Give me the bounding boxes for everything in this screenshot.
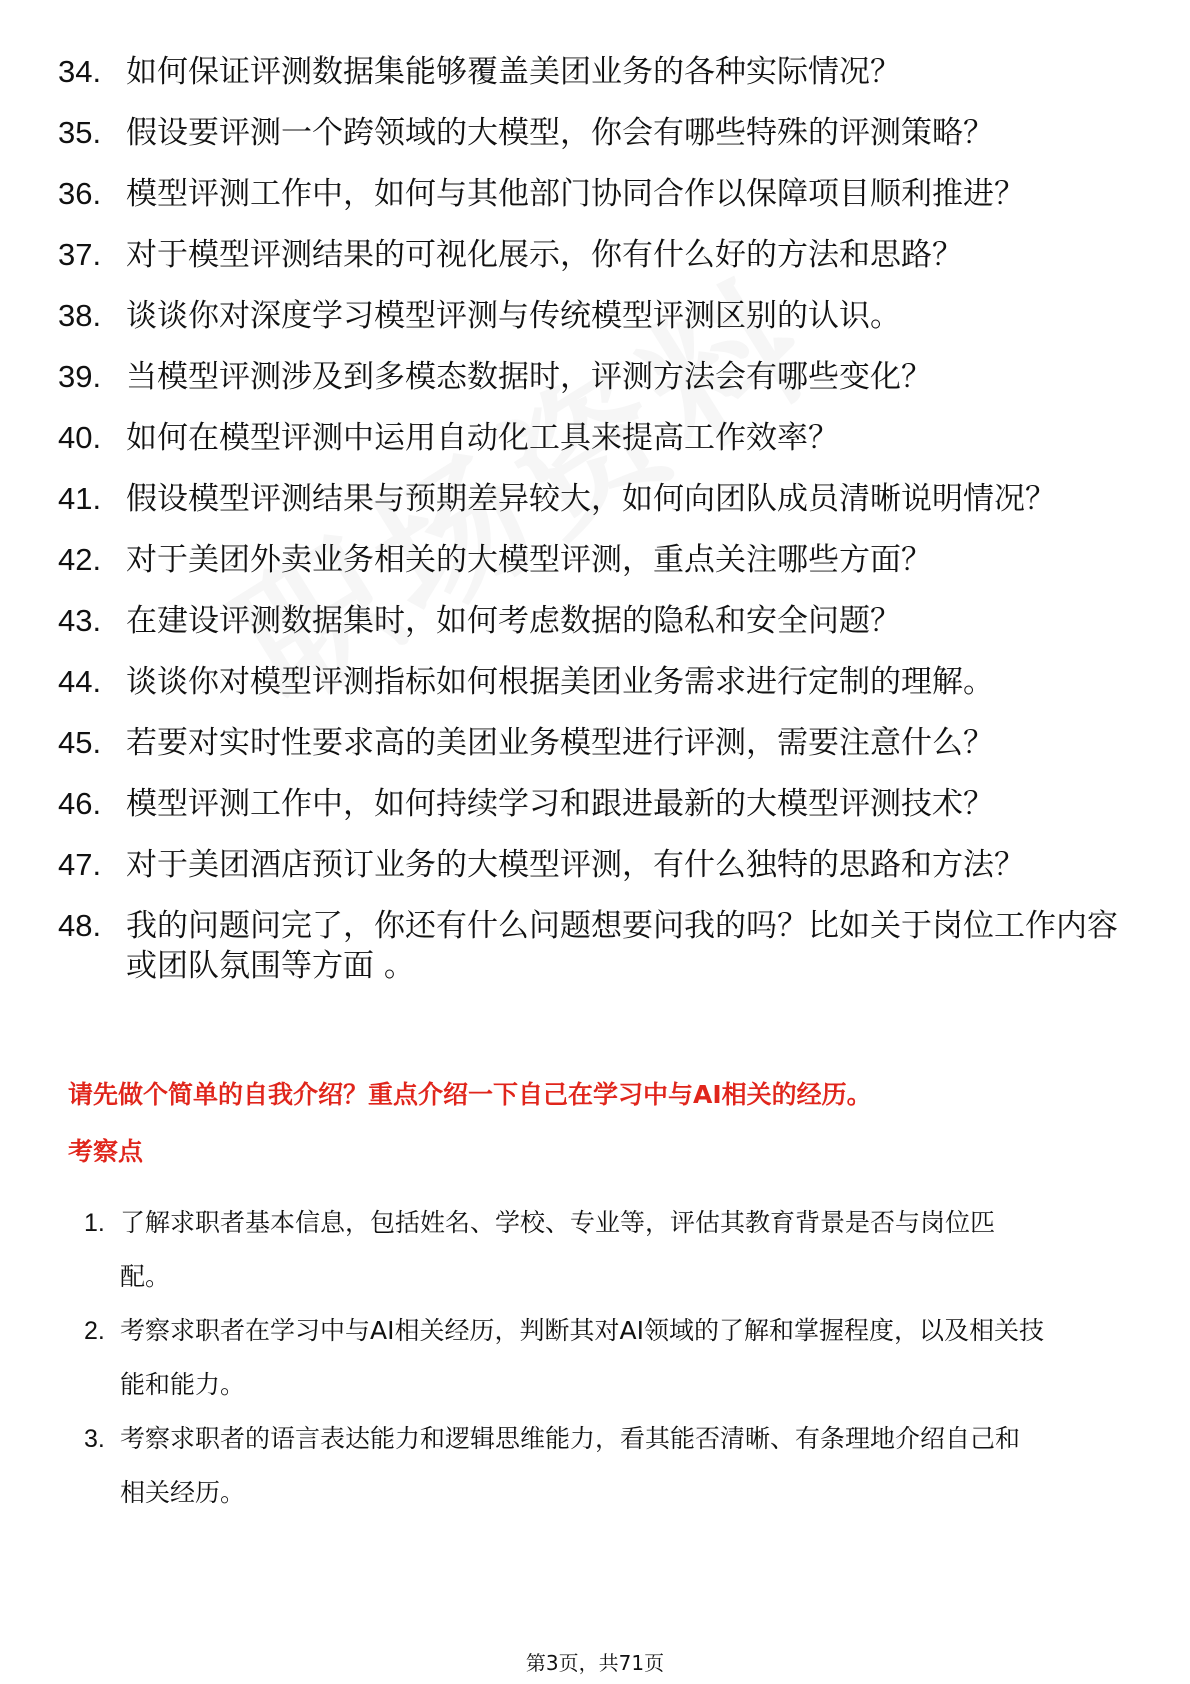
question-number: 40.	[58, 420, 102, 455]
point-text: 考察求职者在学习中与AI相关经历，判断其对AI领域的了解和掌握程度，以及相关技能和能力。	[120, 1316, 1044, 1399]
question-text: 模型评测工作中，如何与其他部门协同合作以保障项目顺利推进？	[126, 176, 1025, 212]
point-number: 1.	[84, 1209, 105, 1237]
question-item	[58, 784, 1118, 824]
question-item	[58, 357, 1118, 397]
question-item	[58, 174, 1118, 214]
question-number: 38.	[58, 298, 102, 333]
question-number: 44.	[58, 664, 102, 699]
point-number: 3.	[84, 1425, 105, 1453]
question-item	[58, 723, 1118, 763]
question-number: 34.	[58, 54, 102, 89]
section-heading: 考察点	[68, 1137, 144, 1166]
question-number: 47.	[58, 847, 102, 882]
question-text: 对于美团外卖业务相关的大模型评测，重点关注哪些方面？	[126, 542, 932, 578]
question-item	[58, 906, 1118, 986]
question-item	[58, 52, 1118, 92]
question-number: 41.	[58, 481, 102, 516]
question-item	[58, 540, 1118, 580]
question-text: 当模型评测涉及到多模态数据时，评测方法会有哪些变化？	[126, 359, 932, 395]
question-text: 我的问题问完了，你还有什么问题想要问我的吗？比如关于岗位工作内容或团队氛围等方面 。	[126, 908, 1118, 984]
question-text: 如何在模型评测中运用自动化工具来提高工作效率？	[126, 420, 839, 456]
question-text: 对于模型评测结果的可视化展示，你有什么好的方法和思路？	[126, 237, 963, 273]
question-number: 45.	[58, 725, 102, 760]
question-item	[58, 418, 1118, 458]
question-item	[58, 662, 1118, 702]
question-text: 对于美团酒店预订业务的大模型评测，有什么独特的思路和方法？	[126, 847, 1025, 883]
question-item	[58, 113, 1118, 153]
page-footer: 第3页，共71页	[525, 1651, 665, 1675]
question-text: 假设要评测一个跨领域的大模型，你会有哪些特殊的评测策略？	[126, 115, 994, 151]
question-text: 如何保证评测数据集能够覆盖美团业务的各种实际情况？	[126, 54, 901, 90]
question-list	[58, 52, 1118, 1007]
question-number: 39.	[58, 359, 102, 394]
point-text: 了解求职者基本信息，包括姓名、学校、专业等，评估其教育背景是否与岗位匹配。	[120, 1208, 996, 1291]
question-number: 36.	[58, 176, 102, 211]
highlight-question: 请先做个简单的自我介绍？重点介绍一下自己在学习中与AI相关的经历。	[68, 1080, 872, 1109]
assessment-point	[84, 1196, 1044, 1304]
question-item	[58, 479, 1118, 519]
question-text: 模型评测工作中，如何持续学习和跟进最新的大模型评测技术？	[126, 786, 994, 822]
question-item	[58, 235, 1118, 275]
question-text: 假设模型评测结果与预期差异较大，如何向团队成员清晰说明情况？	[126, 481, 1056, 517]
question-number: 43.	[58, 603, 102, 638]
assessment-point	[84, 1412, 1044, 1520]
assessment-point	[84, 1304, 1044, 1412]
question-number: 48.	[58, 908, 102, 943]
point-text: 考察求职者的语言表达能力和逻辑思维能力，看其能否清晰、有条理地介绍自己和相关经历。	[120, 1424, 1021, 1507]
question-number: 42.	[58, 542, 102, 577]
question-text: 谈谈你对模型评测指标如何根据美团业务需求进行定制的理解。	[126, 664, 994, 700]
question-number: 46.	[58, 786, 102, 821]
question-number: 37.	[58, 237, 102, 272]
question-item	[58, 601, 1118, 641]
question-number: 35.	[58, 115, 102, 150]
question-item	[58, 845, 1118, 885]
question-text: 若要对实时性要求高的美团业务模型进行评测，需要注意什么？	[126, 725, 994, 761]
question-text: 谈谈你对深度学习模型评测与传统模型评测区别的认识。	[126, 298, 901, 334]
question-item	[58, 296, 1118, 336]
assessment-points	[84, 1196, 1044, 1520]
question-text: 在建设评测数据集时，如何考虑数据的隐私和安全问题？	[126, 603, 901, 639]
point-number: 2.	[84, 1317, 105, 1345]
